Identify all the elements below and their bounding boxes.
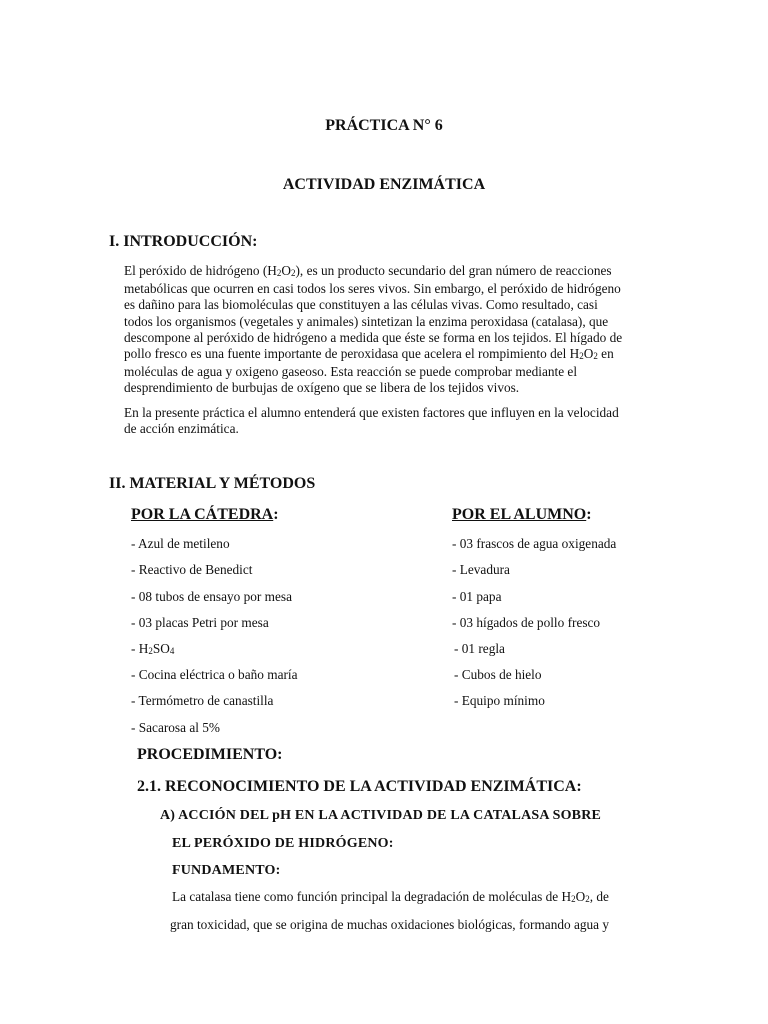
page-subtitle: ACTIVIDAD ENZIMÁTICA	[282, 176, 486, 193]
intro-line: moléculas de agua y oxigeno gaseoso. Esta reacción se puede comprobar mediante el	[124, 364, 578, 380]
procedure-subsection-title: A) ACCIÓN DEL pH EN LA ACTIVIDAD DE LA CATALASA SOBRE	[160, 808, 602, 823]
intro-heading: I. INTRODUCCIÓN:	[109, 233, 258, 250]
intro-line: desprendimiento de burbujas de oxígeno que se libera de los tejidos vivos.	[124, 380, 520, 396]
intro-line: En la presente práctica el alumno entenderá que existen factores que influyen en la velocidad	[124, 405, 619, 420]
alumno-item: - 03 frascos de agua oxigenada	[452, 536, 617, 551]
intro-line: descompone al peróxido de hidrógeno a medida que éste se forma en los tejidos. El hígado de	[124, 329, 623, 345]
alumno-item: - Levadura	[452, 562, 510, 577]
fundamento-line: gran toxicidad, que se origina de muchas oxidaciones biológicas, formando agua y	[170, 917, 610, 932]
alumno-item: - 01 regla	[454, 641, 505, 656]
catedra-item: - 08 tubos de ensayo por mesa	[131, 589, 293, 604]
alumno-heading: POR EL ALUMNO:	[452, 506, 592, 523]
procedure-subsection-title-cont: EL PERÓXIDO DE HIDRÓGENO:	[172, 836, 394, 851]
catedra-item: - Reactivo de Benedict	[131, 562, 253, 577]
intro-line: todos los organismos (vegetales y animales) sintetizan la enzima peroxidasa (catalasa), que	[124, 313, 609, 329]
procedure-heading: PROCEDIMIENTO:	[137, 746, 283, 763]
intro-paragraph-2	[124, 405, 619, 437]
catedra-item: - Cocina eléctrica o baño maría	[131, 667, 298, 682]
alumno-item: - Equipo mínimo	[454, 693, 545, 708]
intro-line: pollo fresco es una fuente importante de peroxidasa que acelera el rompimiento del H2O2 en	[124, 346, 614, 362]
intro-line: metabólicas que ocurren en casi todos los seres vivos. Sin embargo, el peróxido de hidrógeno	[124, 281, 621, 297]
fundamento-heading: FUNDAMENTO:	[172, 863, 281, 878]
catedra-item: - 03 placas Petri por mesa	[131, 615, 269, 630]
alumno-item: - Cubos de hielo	[454, 667, 542, 682]
page-title: PRÁCTICA N° 6	[325, 117, 443, 134]
intro-line: de acción enzimática.	[124, 421, 239, 437]
procedure-section-title: 2.1. RECONOCIMIENTO DE LA ACTIVIDAD ENZIMÁTICA:	[137, 778, 582, 795]
catedra-heading: POR LA CÁTEDRA:	[131, 506, 279, 523]
alumno-item: - 01 papa	[452, 589, 502, 604]
materials-heading: II. MATERIAL Y MÉTODOS	[109, 475, 316, 492]
catedra-item: - Azul de metileno	[131, 536, 230, 551]
intro-line: El peróxido de hidrógeno (H2O2), es un producto secundario del gran número de reacciones	[124, 263, 612, 278]
catedra-item: - Sacarosa al 5%	[131, 720, 220, 735]
fundamento-line: La catalasa tiene como función principal la degradación de moléculas de H2O2, de	[172, 889, 609, 904]
catedra-item: - Termómetro de canastilla	[131, 693, 274, 708]
alumno-item: - 03 hígados de pollo fresco	[452, 615, 601, 630]
intro-line: es dañino para las biomoléculas que constituyen a las células vivas. Como resultado, casi	[124, 297, 598, 313]
catedra-item: - H2SO4	[131, 641, 175, 656]
intro-paragraph-1	[124, 263, 622, 397]
